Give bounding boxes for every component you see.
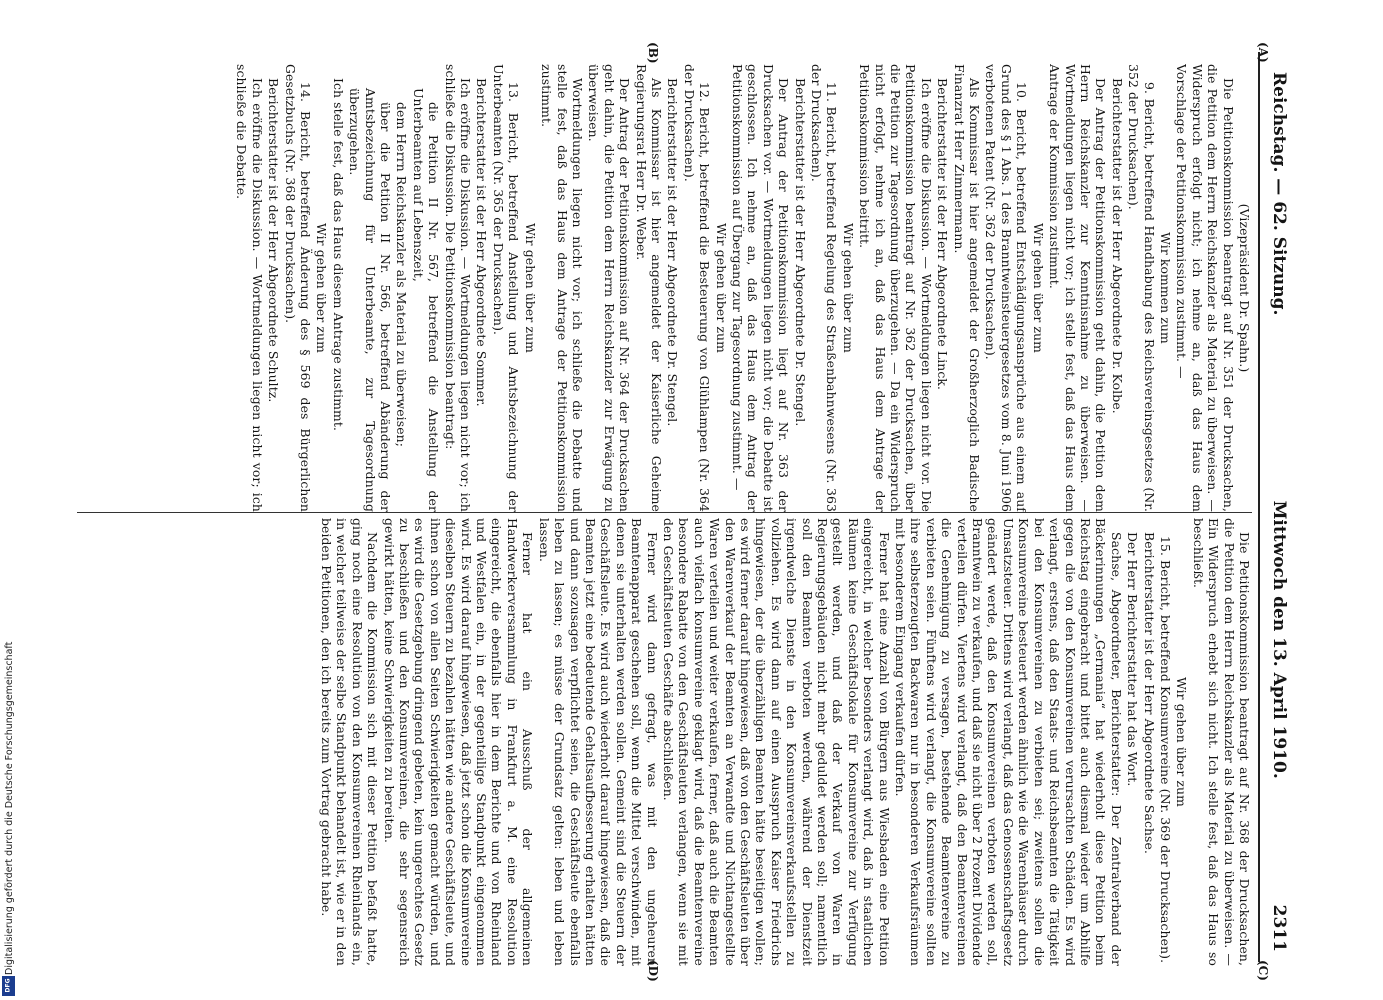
paragraph: Der Antrag der Petitionskommission liegt auf Nr. 363 der Drucksachen vor. — Wortmeldungen liegen nicht vor; die Debatte ist geschlossen. Ich nehme an, daß das Haus dem Antrag der Petitionskommission auf Übergang zur Tagesordnung zustimmt. — xyxy=(730,64,792,512)
paragraph: (Vizepräsident Dr. Spahn.) xyxy=(1237,203,1252,373)
column-right xyxy=(77,518,1252,966)
paragraph: Die Petitionskommission beantragt auf Nr. 351 der Drucksachen, die Petition dem Herrn Reichskanzler als Material zu überweisen. — Widerspruch erfolgt nicht; ich nehme an, daß das Haus dem Vorschlage der Petitionskommission zustimmt. — xyxy=(1174,64,1236,512)
stamp-text: Digitalisierung gefördert durch die Deutsche Forschungsgemeinschaft xyxy=(4,641,15,975)
paragraph: Nachdem die Kommission sich mit dieser Petition befaßt hatte, ging noch eine Resolution von den Konsumvereinen Rheinlands ein, in welcher teilweise der selbe Standpunkt behandelt ist, wie er in den beiden Petitionen, den ich bereits zum Vortrag gebracht habe. xyxy=(319,518,381,966)
paragraph: Berichterstatter ist der Herr Abgeordnete Sachse. xyxy=(1141,532,1157,854)
paragraph: Wir gehen über zum xyxy=(1174,676,1190,807)
paragraph: Wir gehen über zum xyxy=(314,222,330,353)
paragraph: 10. Bericht, betreffend Entschädigungsansprüche aus einem auf Grund des § 1 Abs. 1 des Branntweinsteuergesetzes vom 8. Juni 1906 verbotenen Patent (Nr. 362 der Drucksachen). xyxy=(983,64,1030,512)
scanned-page xyxy=(60,42,1300,982)
paragraph: Wortmeldungen liegen nicht vor; ich schließe die Debatte und stelle fest, daß das Haus dem Antrage der Petitionskommission zustimmt. xyxy=(539,64,585,512)
dfg-logo xyxy=(2,976,15,996)
paragraph: Ich eröffne die Diskussion. — Wortmeldungen liegen nicht vor. Die Petitionskommission beantragt auf Nr. 362 der Drucksachen, über die Petition zur Tagesordnung überzugehen. — Da ein Widerspruch nicht erfolgt, nehme ich an, daß das Haus dem Antrage der Petitionskommission beitritt. xyxy=(857,64,934,512)
header-rule xyxy=(1258,52,1260,962)
paragraph: Ferner wird dann gefragt, was mit den ungeheuren Beamtenapparat geschehen soll, wenn die Mittel verschwinden, mit denen sie unterhalten werden sollen. Gemeint sind die Steuern der Geschäftsleute. Es wird auch wiederholt darauf hingewiesen, daß die Beamten jetzt eine bedeutende Gehaltsaufbesserung erhalten hätten und dann sozusagen verpflichtet seien, die Geschäftsleute ebenfalls leben zu lassen; es müsse der Grundsatz gelten: leben und leben lassen. xyxy=(536,518,660,966)
margin-mark-c: (C) xyxy=(1256,960,1270,981)
paragraph: 14. Bericht, betreffend Änderung des § 569 des Bürgerlichen Gesetzbuchs (Nr. 368 der Drucksachen). xyxy=(282,64,314,512)
paragraph: Wir gehen über zum xyxy=(1030,222,1046,353)
column-left xyxy=(77,64,1252,512)
paragraph: 11. Bericht, betreffend Regelung des Straßenbahnwesens (Nr. 363 der Drucksachen). xyxy=(809,64,840,512)
paragraph: Sachse, Abgeordneter, Berichterstatter: Der Zentralverband der Bäckerinnungen „Germania“ hat wiederholt diese Petition beim Reichstag eingebracht und bittet auch diesmal wieder um Abhilfe gegen die von den Konsumvereinen verursachten Schäden. Es wird verlangt, erstens, daß den Staats- und Reichsbeamten die Tätigkeit bei den Konsumvereinen zu verbieten sei; zweitens sollen die Konsumvereine besteuert werden ähnlich wie die Warenhäuser durch Umsatzsteuer. Drittens wird verlangt, daß das Genossenschaftsgesetz geändert werde, daß den Konsumvereinen verboten werden soll, Branntwein zu verkaufen, und daß sie nicht über 2 Prozent Dividende verteilen dürfen. Viertens wird verlangt, daß den Beamtenvereinen die Genehmigung zu versagen, bestehende Beamtenvereine zu verbieten seien. Fünftens wird verlangt, die Konsumvereine sollten ihre selbsterzeugten Backwaren nur in besonderen Verkaufsräumen mit besonderem Eingang verkaufen dürfen. xyxy=(893,518,1124,966)
margin-mark-b: (B) xyxy=(646,42,660,64)
paragraph: Ferner hat eine Anzahl von Bürgern aus Wiesbaden eine Petition eingereicht, in welcher besonders verlangt wird, daß in staatlichen Räumen keine Geschäftslokale für Konsumvereine zur Verfügung gestellt werden, und daß der Verkauf von Waren in Regierungsgebäuden nicht mehr geduldet werden soll; namentlich soll den Beamten verboten werden, während der Dienstzeit irgendwelche Dienste in den Konsumvereinsverkaufsstellen zu vollziehen. Es wird dann auf einen Ausspruch Kaiser Friedrichs hingewiesen, der die überzähligen Beamten hätte beseitigen wollen; es wird ferner darauf hingewiesen, daß von den Geschäftsleuten über den Warenverkauf der Beamten an Verwandte und Nichtangestellte Waren verteilen und weiter verkaufen, ferner, daß auch die Beamten auch vielfach konsumvereine geklagt wird, daß die Beamtenvereine besondere Rabatte von den Geschäftsleuten verlangen, wenn sie mit den Geschäftsleuten Geschäfte abschließen. xyxy=(660,518,892,966)
digitization-stamp xyxy=(2,605,16,995)
paragraph: Die Petitionskommission beantragt auf Nr. 368 der Drucksachen, die Petition dem Herrn Reichskanzler als Material zu überweisen. — Ein Widerspruch erhebt sich nicht. Ich stelle fest, daß das Haus so beschließt. xyxy=(1190,518,1252,966)
paragraph: Ich stelle fest, daß das Haus diesem Antrage zustimmt. xyxy=(330,78,346,432)
paragraph: Wir gehen über zum xyxy=(713,222,729,353)
paragraph: Ich eröffne die Diskussion. — Wortmeldungen liegen nicht vor; ich schließe die Debatte. xyxy=(234,64,265,512)
margin-mark-a: (A) xyxy=(1256,42,1270,63)
paragraph: Der Herr Berichterstatter hat das Wort. xyxy=(1125,532,1141,787)
header-left: Reichstag. — 62. Sitzung. xyxy=(1269,72,1289,316)
paragraph: 9. Bericht, betreffend Handhabung des Reichsvereinsgesetzes (Nr. 352 der Drucksachen). xyxy=(1126,64,1157,512)
paragraph: Ich eröffne die Diskussion. — Wortmeldungen liegen nicht vor; ich schließe die Diskussion. Die Petitionskommission beantragt: xyxy=(442,64,474,512)
paragraph: 13. Bericht, betreffend Anstellung und Amtsbezeichnung der Unterbeamten (Nr. 365 der Drucksachen). xyxy=(490,64,522,512)
paragraph: Als Kommissar ist hier angemeldet der Großherzoglich Badische Finanzrat Herr Zimmermann. xyxy=(951,64,983,512)
margin-mark-d: (D) xyxy=(646,960,660,982)
paragraph: Wir gehen über zum xyxy=(522,222,538,353)
paragraph: Berichterstatter ist der Herr Abgeordnete Linck. xyxy=(935,78,951,391)
paragraph: Berichterstatter ist der Herr Abgeordnete Dr. Stengel. xyxy=(665,78,681,427)
paragraph: über die Petition II Nr. 566, betreffend Abänderung der Amtsbezeichnung für Unterbeamte, zur Tagesordnung überzugehen. xyxy=(347,88,394,512)
paragraph: dem Herrn Reichskanzler als Material zu überweisen; xyxy=(394,102,410,447)
header-right xyxy=(1266,501,1292,952)
paragraph: Ferner hat ein Ausschuß der allgemeinen Handwerkerversammlung in Frankfurt a. M. eine Resolution eingereicht, die ebenfalls hier in dem Berichte und von Rheinland und Westfalen ein, in der gegenteilige Standpunkt eingenommen wird. Es wird darauf hingewiesen, daß jetzt schon die Konsumvereine dieselben Steuern zu bezahlen hätten wie andere Geschäftsleute, und ihnen schon von allen Seiten Schwierigkeiten gemacht würden, und es wird die Gesetzgebung dringend gebeten, kein ungerechtes Gesetz zu beschließen und den Konsumvereinen, die sehr segensreich gewirkt hätten, keine Schwierigkeiten zu bereiten. xyxy=(381,518,536,966)
dfg-logo-text: DFG xyxy=(4,978,12,993)
paragraph: Berichterstatter ist der Herr Abgeordnete Sommer. xyxy=(474,78,490,407)
paragraph: Berichterstatter ist der Herr Abgeordnete Dr. Stengel. xyxy=(792,78,808,427)
paragraph: 12. Bericht, betreffend die Besteuerung von Glühlampen (Nr. 364 der Drucksachen). xyxy=(681,64,713,512)
column-divider xyxy=(77,512,1252,513)
header-date: Mittwoch den 13. April 1910. xyxy=(1269,500,1289,779)
paragraph: Wir gehen über zum xyxy=(840,222,856,353)
paragraph: Der Antrag der Petitionskommission geht dahin, die Petition dem Herrn Reichskanzler zur Kenntnisnahme zu überweisen. — Wortmeldungen liegen nicht vor; ich stelle fest, daß das Haus dem Antrage der Kommission zustimmt. xyxy=(1047,64,1109,512)
page-header xyxy=(1266,52,1292,962)
paragraph: die Petition II Nr. 567, betreffend die Anstellung der Unterbeamten auf Lebenszeit, xyxy=(410,88,442,512)
paragraph: Der Antrag der Petitionskommission auf Nr. 364 der Drucksachen geht dahin, die Petition dem Herrn Reichskanzler zur Erwägung zu überweisen. xyxy=(586,64,633,512)
paragraph: Wir kommen zum xyxy=(1157,232,1173,344)
paragraph: Als Kommissar ist hier angemeldet der Kaiserliche Geheime Regierungsrat Herr Dr. Weber. xyxy=(633,64,664,512)
paragraph: Berichterstatter ist der Herr Abgeordnete Schultz. xyxy=(266,78,282,403)
page-number: 2311 xyxy=(1269,904,1289,952)
paragraph: 15. Bericht, betreffend Konsumvereine (Nr. 369 der Drucksachen). xyxy=(1157,536,1173,964)
paragraph: Berichterstatter ist der Herr Abgeordnete Dr. Kolbe. xyxy=(1109,78,1125,414)
